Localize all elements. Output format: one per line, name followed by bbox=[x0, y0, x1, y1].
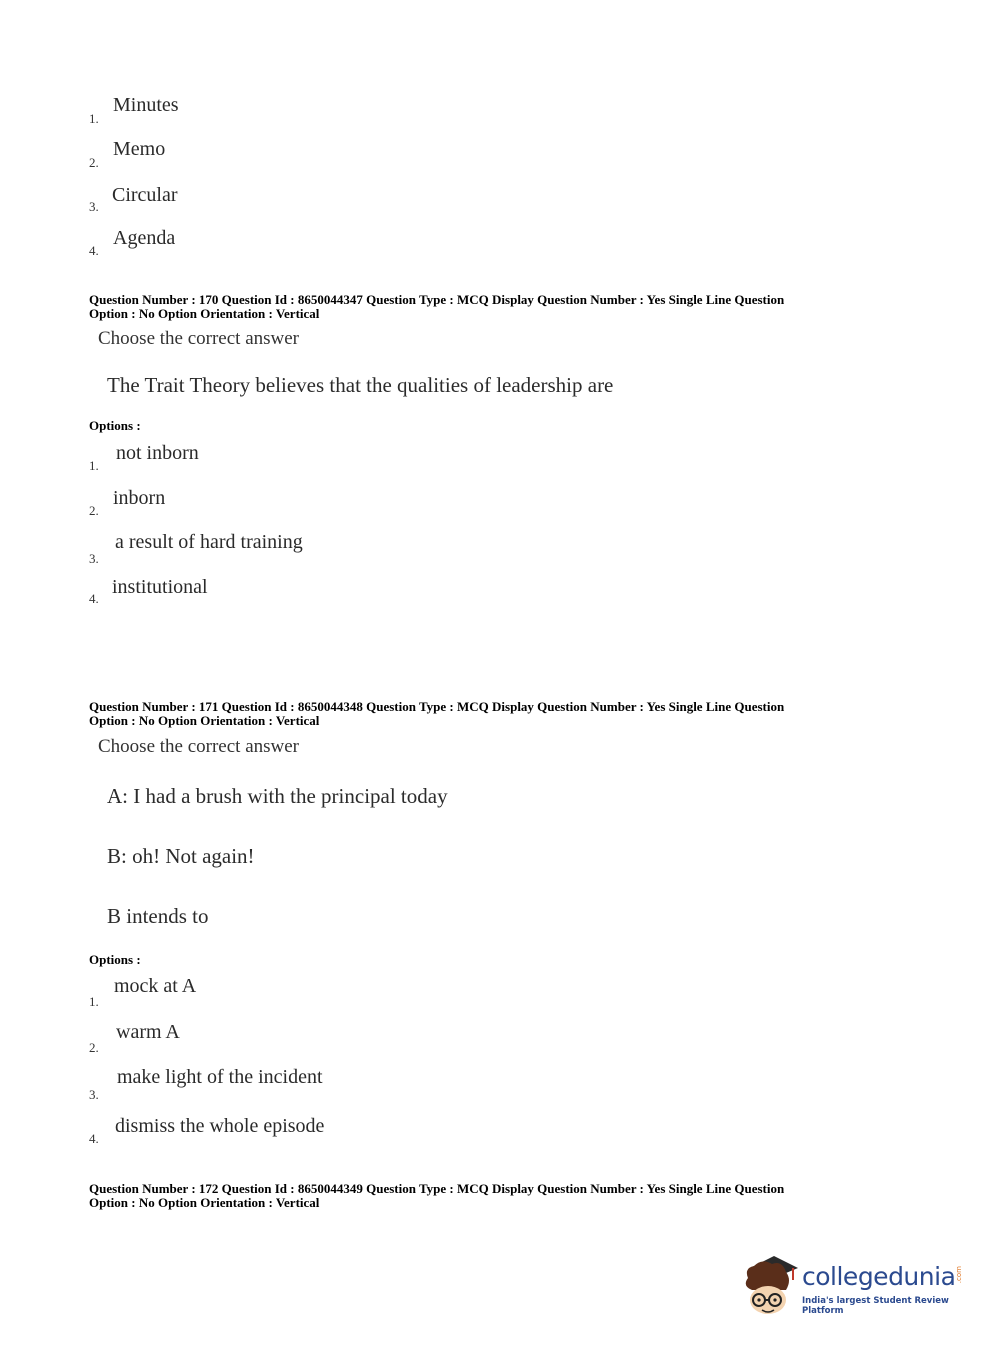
mascot-graduation-cap-icon bbox=[740, 1250, 802, 1320]
option-number: 3. bbox=[89, 1087, 99, 1102]
question-instruction: Choose the correct answer bbox=[98, 736, 300, 757]
option-number: 3. bbox=[89, 199, 99, 214]
brand-name: collegedunia bbox=[802, 1262, 956, 1291]
question-meta-options: Option : No Option Orientation : Vertical bbox=[89, 1195, 320, 1210]
option-text: a result of hard training bbox=[115, 531, 303, 553]
option-number: 1. bbox=[89, 994, 99, 1009]
question-stem-line-b: B: oh! Not again! bbox=[107, 844, 255, 868]
option-number: 2. bbox=[89, 155, 99, 170]
option-number: 1. bbox=[89, 458, 99, 473]
options-label: Options : bbox=[89, 418, 141, 433]
option-text: mock at A bbox=[114, 975, 197, 997]
question-instruction: Choose the correct answer bbox=[98, 328, 300, 349]
question-meta: Question Number : 172 Question Id : 8650044349 Question Type : MCQ Display Question Number : Yes Single Line Question bbox=[89, 1181, 785, 1196]
option-text: dismiss the whole episode bbox=[115, 1115, 325, 1137]
options-label: Options : bbox=[89, 952, 141, 967]
collegedunia-logo bbox=[740, 1250, 970, 1320]
option-number: 1. bbox=[89, 111, 99, 126]
question-stem-line-a: A: I had a brush with the principal today bbox=[107, 784, 448, 808]
question-meta-options: Option : No Option Orientation : Vertical bbox=[89, 306, 320, 321]
option-text: Agenda bbox=[113, 227, 176, 249]
option-text: inborn bbox=[113, 487, 166, 509]
option-text: make light of the incident bbox=[117, 1066, 323, 1088]
question-meta: Question Number : 171 Question Id : 8650044348 Question Type : MCQ Display Question Number : Yes Single Line Question bbox=[89, 699, 785, 714]
option-number: 4. bbox=[89, 1131, 99, 1146]
option-text: Circular bbox=[112, 184, 178, 206]
option-number: 4. bbox=[89, 591, 99, 606]
option-number: 3. bbox=[89, 551, 99, 566]
question-stem-line-c: B intends to bbox=[107, 904, 209, 928]
question-meta: Question Number : 170 Question Id : 8650044347 Question Type : MCQ Display Question Number : Yes Single Line Question bbox=[89, 292, 785, 307]
option-number: 2. bbox=[89, 503, 99, 518]
question-stem: The Trait Theory believes that the qualities of leadership are bbox=[107, 373, 614, 397]
option-number: 2. bbox=[89, 1040, 99, 1055]
option-text: not inborn bbox=[116, 442, 199, 464]
option-text: warm A bbox=[116, 1021, 180, 1043]
question-meta-options: Option : No Option Orientation : Vertical bbox=[89, 713, 320, 728]
option-text: Minutes bbox=[113, 94, 179, 116]
option-text: institutional bbox=[112, 576, 208, 598]
brand-suffix: .com bbox=[955, 1266, 963, 1284]
option-number: 4. bbox=[89, 243, 99, 258]
brand-tagline: India's largest Student Review Platform bbox=[802, 1296, 949, 1316]
option-text: Memo bbox=[113, 138, 166, 160]
